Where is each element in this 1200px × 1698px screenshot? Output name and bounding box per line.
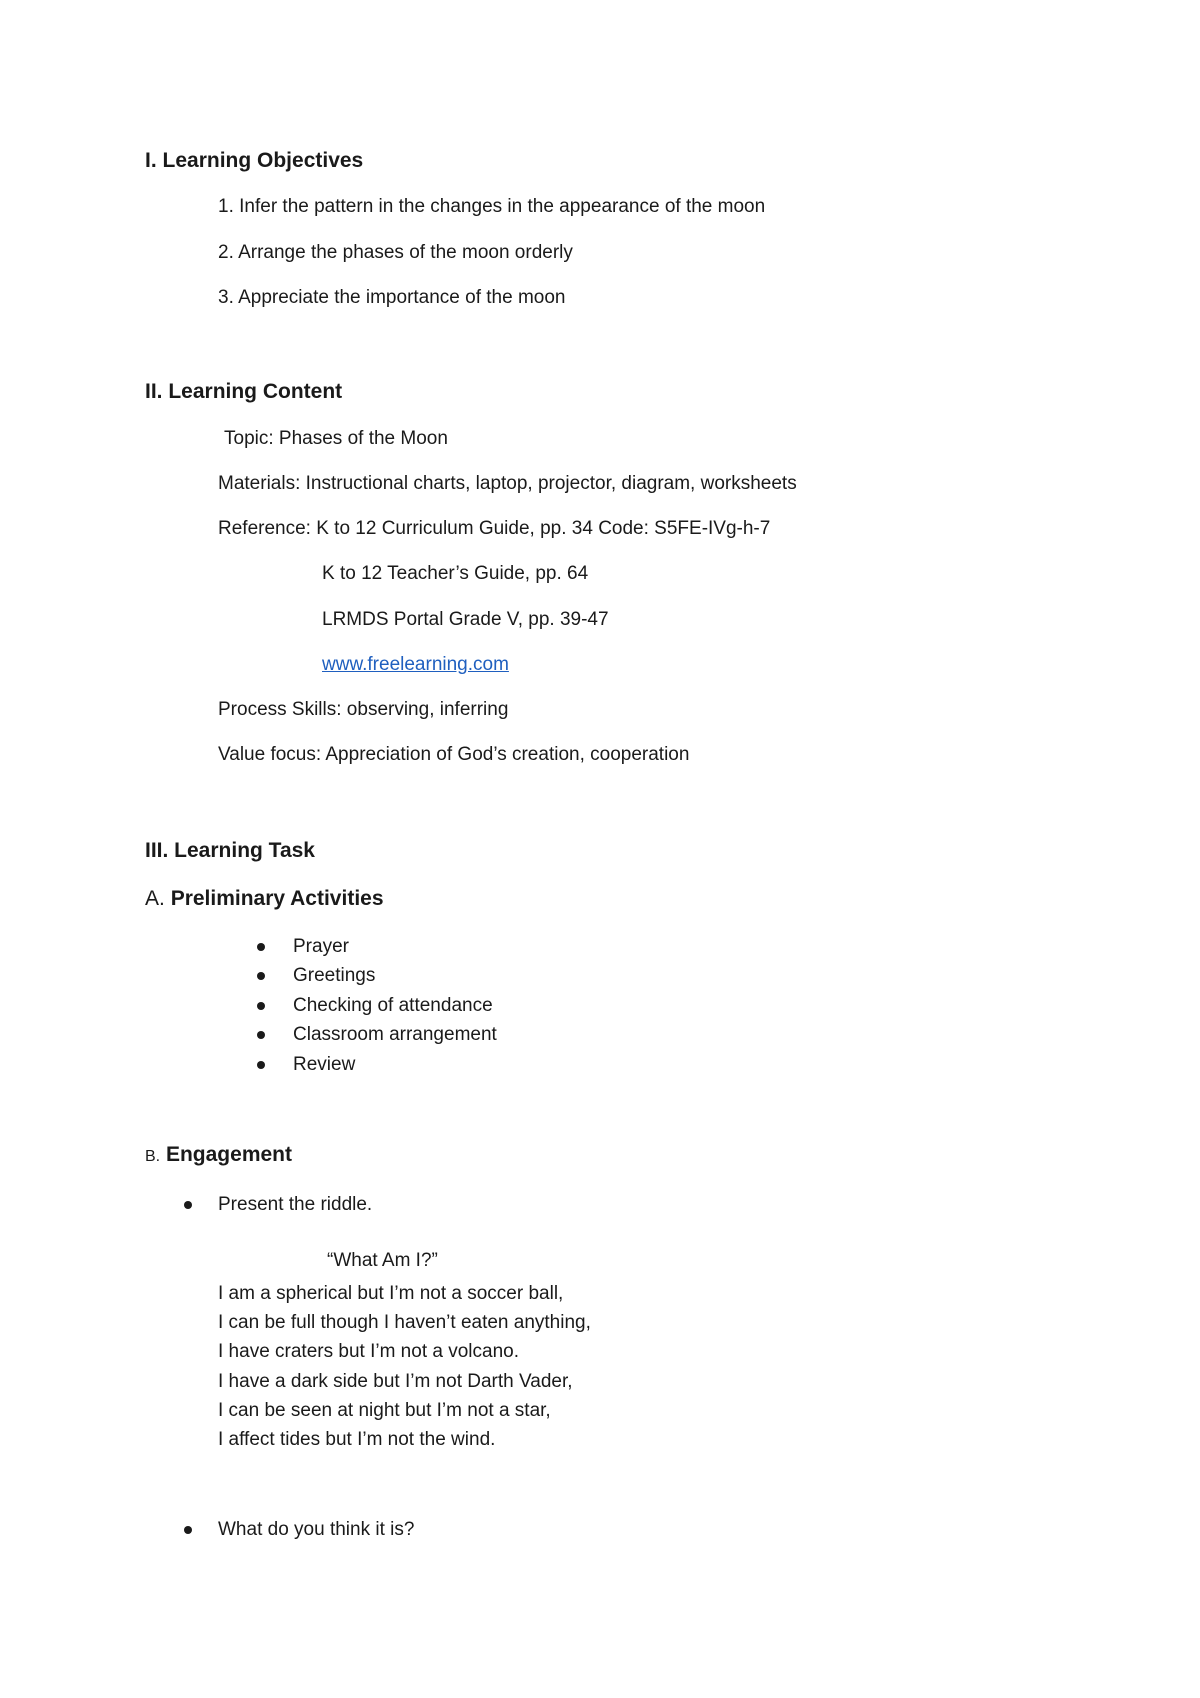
content-heading: II. Learning Content <box>145 380 343 403</box>
list-item: Prayer <box>293 932 497 961</box>
section-letter: B. <box>145 1148 161 1165</box>
reference-line: Reference: K to 12 Curriculum Guide, pp. 34 Code: S5FE-IVg-h-7 <box>218 518 771 539</box>
section-letter: A. <box>145 887 165 910</box>
section-title: Engagement <box>165 1143 292 1166</box>
riddle-line: I can be full though I haven’t eaten anything, <box>218 1312 591 1334</box>
riddle-line: I have craters but I’m not a volcano. <box>218 1341 519 1363</box>
preliminary-heading <box>145 887 384 911</box>
riddle-title: “What Am I?” <box>327 1250 438 1271</box>
materials-line: Materials: Instructional charts, laptop, projector, diagram, worksheets <box>218 473 797 494</box>
bullet-icon <box>257 1031 265 1039</box>
bullet-icon <box>257 972 265 980</box>
task-heading: III. Learning Task <box>145 839 315 862</box>
section-title: Preliminary Activities <box>170 887 384 910</box>
list-item: Greetings <box>293 961 497 990</box>
value-focus-line: Value focus: Appreciation of God’s creation, cooperation <box>218 744 690 765</box>
bullet-icon <box>257 1002 265 1010</box>
riddle-body <box>218 1279 591 1454</box>
objective-item: 1. Infer the pattern in the changes in the appearance of the moon <box>218 196 766 217</box>
reference-line: LRMDS Portal Grade V, pp. 39-47 <box>322 609 609 630</box>
bullet-icon <box>184 1526 192 1534</box>
list-item: Present the riddle. <box>218 1190 372 1219</box>
bullet-icon <box>184 1201 192 1209</box>
process-skills-line: Process Skills: observing, inferring <box>218 699 509 720</box>
bullet-icon <box>257 1061 265 1069</box>
objectives-heading: I. Learning Objectives <box>145 149 364 172</box>
engagement-list <box>218 1515 414 1544</box>
list-item: Classroom arrangement <box>293 1020 497 1049</box>
reference-link[interactable]: www.freelearning.com <box>322 654 509 675</box>
riddle-line: I affect tides but I’m not the wind. <box>218 1428 496 1450</box>
riddle-line: I can be seen at night but I’m not a star, <box>218 1399 551 1421</box>
reference-line: K to 12 Teacher’s Guide, pp. 64 <box>322 563 589 584</box>
list-item: Review <box>293 1050 497 1079</box>
riddle-line: I am a spherical but I’m not a soccer ball, <box>218 1283 564 1304</box>
list-item: What do you think it is? <box>218 1515 414 1544</box>
preliminary-list <box>293 932 497 1079</box>
bullet-icon <box>257 943 265 951</box>
objective-item: 2. Arrange the phases of the moon orderly <box>218 242 573 263</box>
riddle-line: I have a dark side but I’m not Darth Vader, <box>218 1370 573 1392</box>
list-item: Checking of attendance <box>293 991 497 1020</box>
engagement-list <box>218 1190 372 1219</box>
engagement-heading <box>145 1143 292 1167</box>
topic-line: Topic: Phases of the Moon <box>224 428 448 449</box>
objective-item: 3. Appreciate the importance of the moon <box>218 287 566 308</box>
